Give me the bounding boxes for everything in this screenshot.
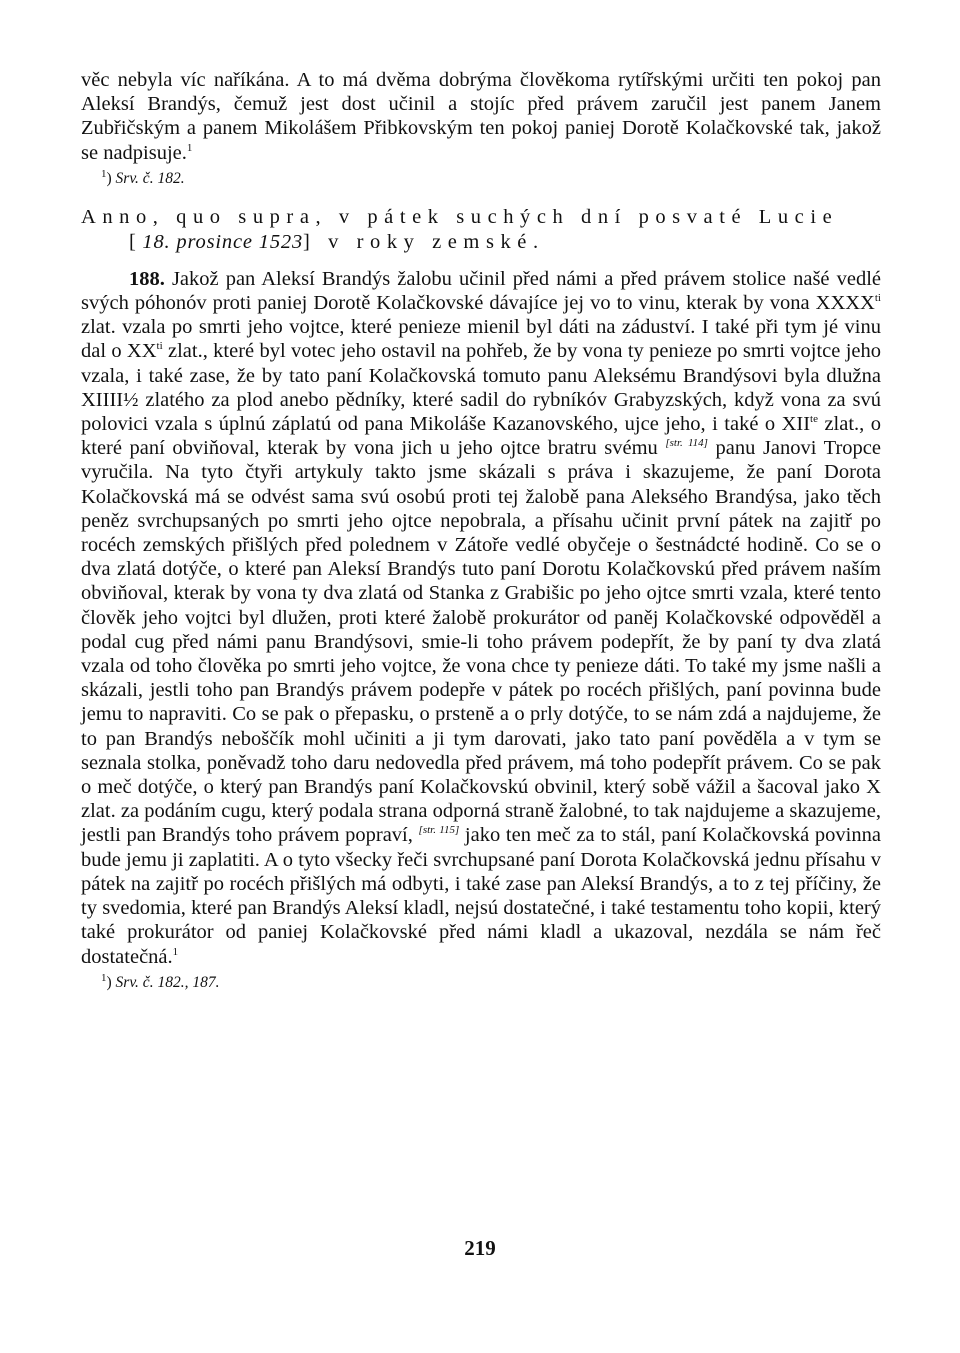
entry-188	[81, 267, 881, 969]
footnote-reference: 1	[186, 141, 193, 154]
page-reference: [str. 115]	[418, 824, 460, 837]
paragraph-continuation	[81, 68, 881, 165]
page-number: 219	[464, 1236, 496, 1260]
entry-heading	[81, 205, 881, 255]
superscript: te	[810, 413, 818, 426]
footnote-text: Srv. č. 182., 187.	[115, 973, 220, 991]
footnote-paren: )	[106, 169, 112, 187]
footnote-mark: 1	[101, 971, 107, 984]
footnote-text: Srv. č. 182.	[115, 169, 185, 187]
heading-bracket-open: [	[129, 230, 143, 253]
heading-bracket-close: ]	[303, 230, 317, 253]
entry-text-6: jako ten meč za to stál, paní Kolačkovská povinna bude jemu ji zaplatiti. A o tyto všecky řeči svrchupsané paní Dorota Kolačkovská jednu přísahu v pátek na zajitř po rocéch přišlých má odbyti, i také zase pan Aleksí Brandýs, a to z tej příčiny, že ty svedomia, které pan Brandýs Aleksí kladl, nejsú dostatečné, i také testamentu toho kopii, který také prokurátor od paniej Kolačkovské před námi kladl a ukazoval, nezdála se nám řeč dostatečná.	[81, 824, 881, 968]
footnote-2	[81, 973, 881, 993]
footnote-mark: 1	[101, 167, 107, 180]
entry-text-2: zlat. vzala po smrti jeho vojtce, které penieze mienil byl dáti na záduství. I také při tym jé vinu dal o XX	[81, 316, 881, 363]
entry-text-5: panu Janovi Tropce vyručila. Na tyto čtyři artykuly takto jsme skázali s práva i skazujeme, že paní Dorota Kolačkovská má se odvést sama svú osobú proti tej žalobě pana Aleksého Brandýsa, jako těch peněz svrchupsaných po smrti jeho ojtce nepobrala, a přísahu učinit první pátek na zajitř po rocéch zemských přišlých před polednem v Zátoře vedlé obyčeje o šestnádcté hodině. Co se o dva zlatá dotýče, o které pan Aleksí Brandýs tuto paní Dorotu Kolačkovskú před právem naším obviňoval, kterak by vona ty dva zlatá od Stanka z Grabišic po jeho ojtce smrti vzala, které tento člověk jeho vojtci byl dlužen, proti které žalobě prokurátor od paněj Kolačkovské odpověděl a podal cug před námi panu Brandýsovi, smie-li toho právem podepřít, že by paní ty dva zlatá vzala od toho člověka po smrti jeho vojtce, že vona chce ty penieze dáti. To také my jsme našli a skázali, jestli toho pan Brandýs právem podepře v pátek po rocéch přišlých, paní povinna bude jemu to napraviti. Co se pak o přepasku, o prstenĕ a o prly dotýče, to se nám zdá a najdujeme, že to pan Brandýs neboščík mohl učiniti a ji tym darovati, jako tato paní pověděla a v tym se seznala stolka, poněvadž toho daru nedovedla před právem, má toho podepřít právem. Co se pak o meč dotýče, o který pan Brandýs paní Kolačkovskú obvinil, který sobě vážil a šacoval jako X zlat. za podáním cugu, který podala strana odporná straně žalobné, to tak najdujeme a skazujeme, jestli pan Brandýs toho právem popraví,	[81, 437, 882, 847]
entry-text-4: zlat., o které paní obviňoval, kterak by vona jich u jeho ojtce bratru svému	[81, 413, 881, 460]
document-page	[81, 68, 881, 993]
footnote-reference: 1	[172, 945, 179, 958]
superscript: ti	[156, 340, 163, 353]
heading-date: 18. prosince 1523	[142, 230, 304, 253]
page-reference: [str. 114]	[665, 437, 708, 450]
entry-text-3: zlat., které byl votec jeho ostavil na pohřeb, že by vona ty penieze po smrti vojtce jeho vzala, i také zase, že by tato paní Kolačkovská tomuto panu Aleksému Brandýsovi byla dlužna XIIII½ zlatého za plod anebo pědníky, které sadil do rybníkóv Grabyzských, když vona za svú polovici vzala s úplnú záplatú od pana Mikoláše Kazanovského, ujce jeho, i také o XII	[81, 340, 881, 436]
entry-number: 188.	[129, 267, 165, 290]
paragraph-text: věc nebyla víc naříkána. A to má dvěma dobrýma člověkoma rytířskými určiti ten pokoj pan Aleksí Brandýs, čemuž jest dost učinil a stojíc před právem zaručil jest panem Janem Zubřičským a panem Mikolášem Přibkovským ten pokoj paniej Dorotě Kolačkovské tak, jakož se nadpisuje.	[81, 69, 881, 164]
footnote-1	[81, 169, 881, 189]
heading-lead: Anno, quo supra, v pátek suchých dní posvaté Lucie	[81, 205, 839, 228]
heading-tail: v roky zemské.	[316, 230, 545, 253]
superscript: ti	[874, 292, 881, 305]
footnote-paren: )	[106, 973, 112, 991]
entry-text-1: Jakož pan Aleksí Brandýs žalobu učinil před námi a před právem stolice našé vedlé svých póhonóv proti paniej Dorotě Kolačkovské dávajíce jej vo to vinu, kterak by vona XXXX	[81, 267, 881, 315]
